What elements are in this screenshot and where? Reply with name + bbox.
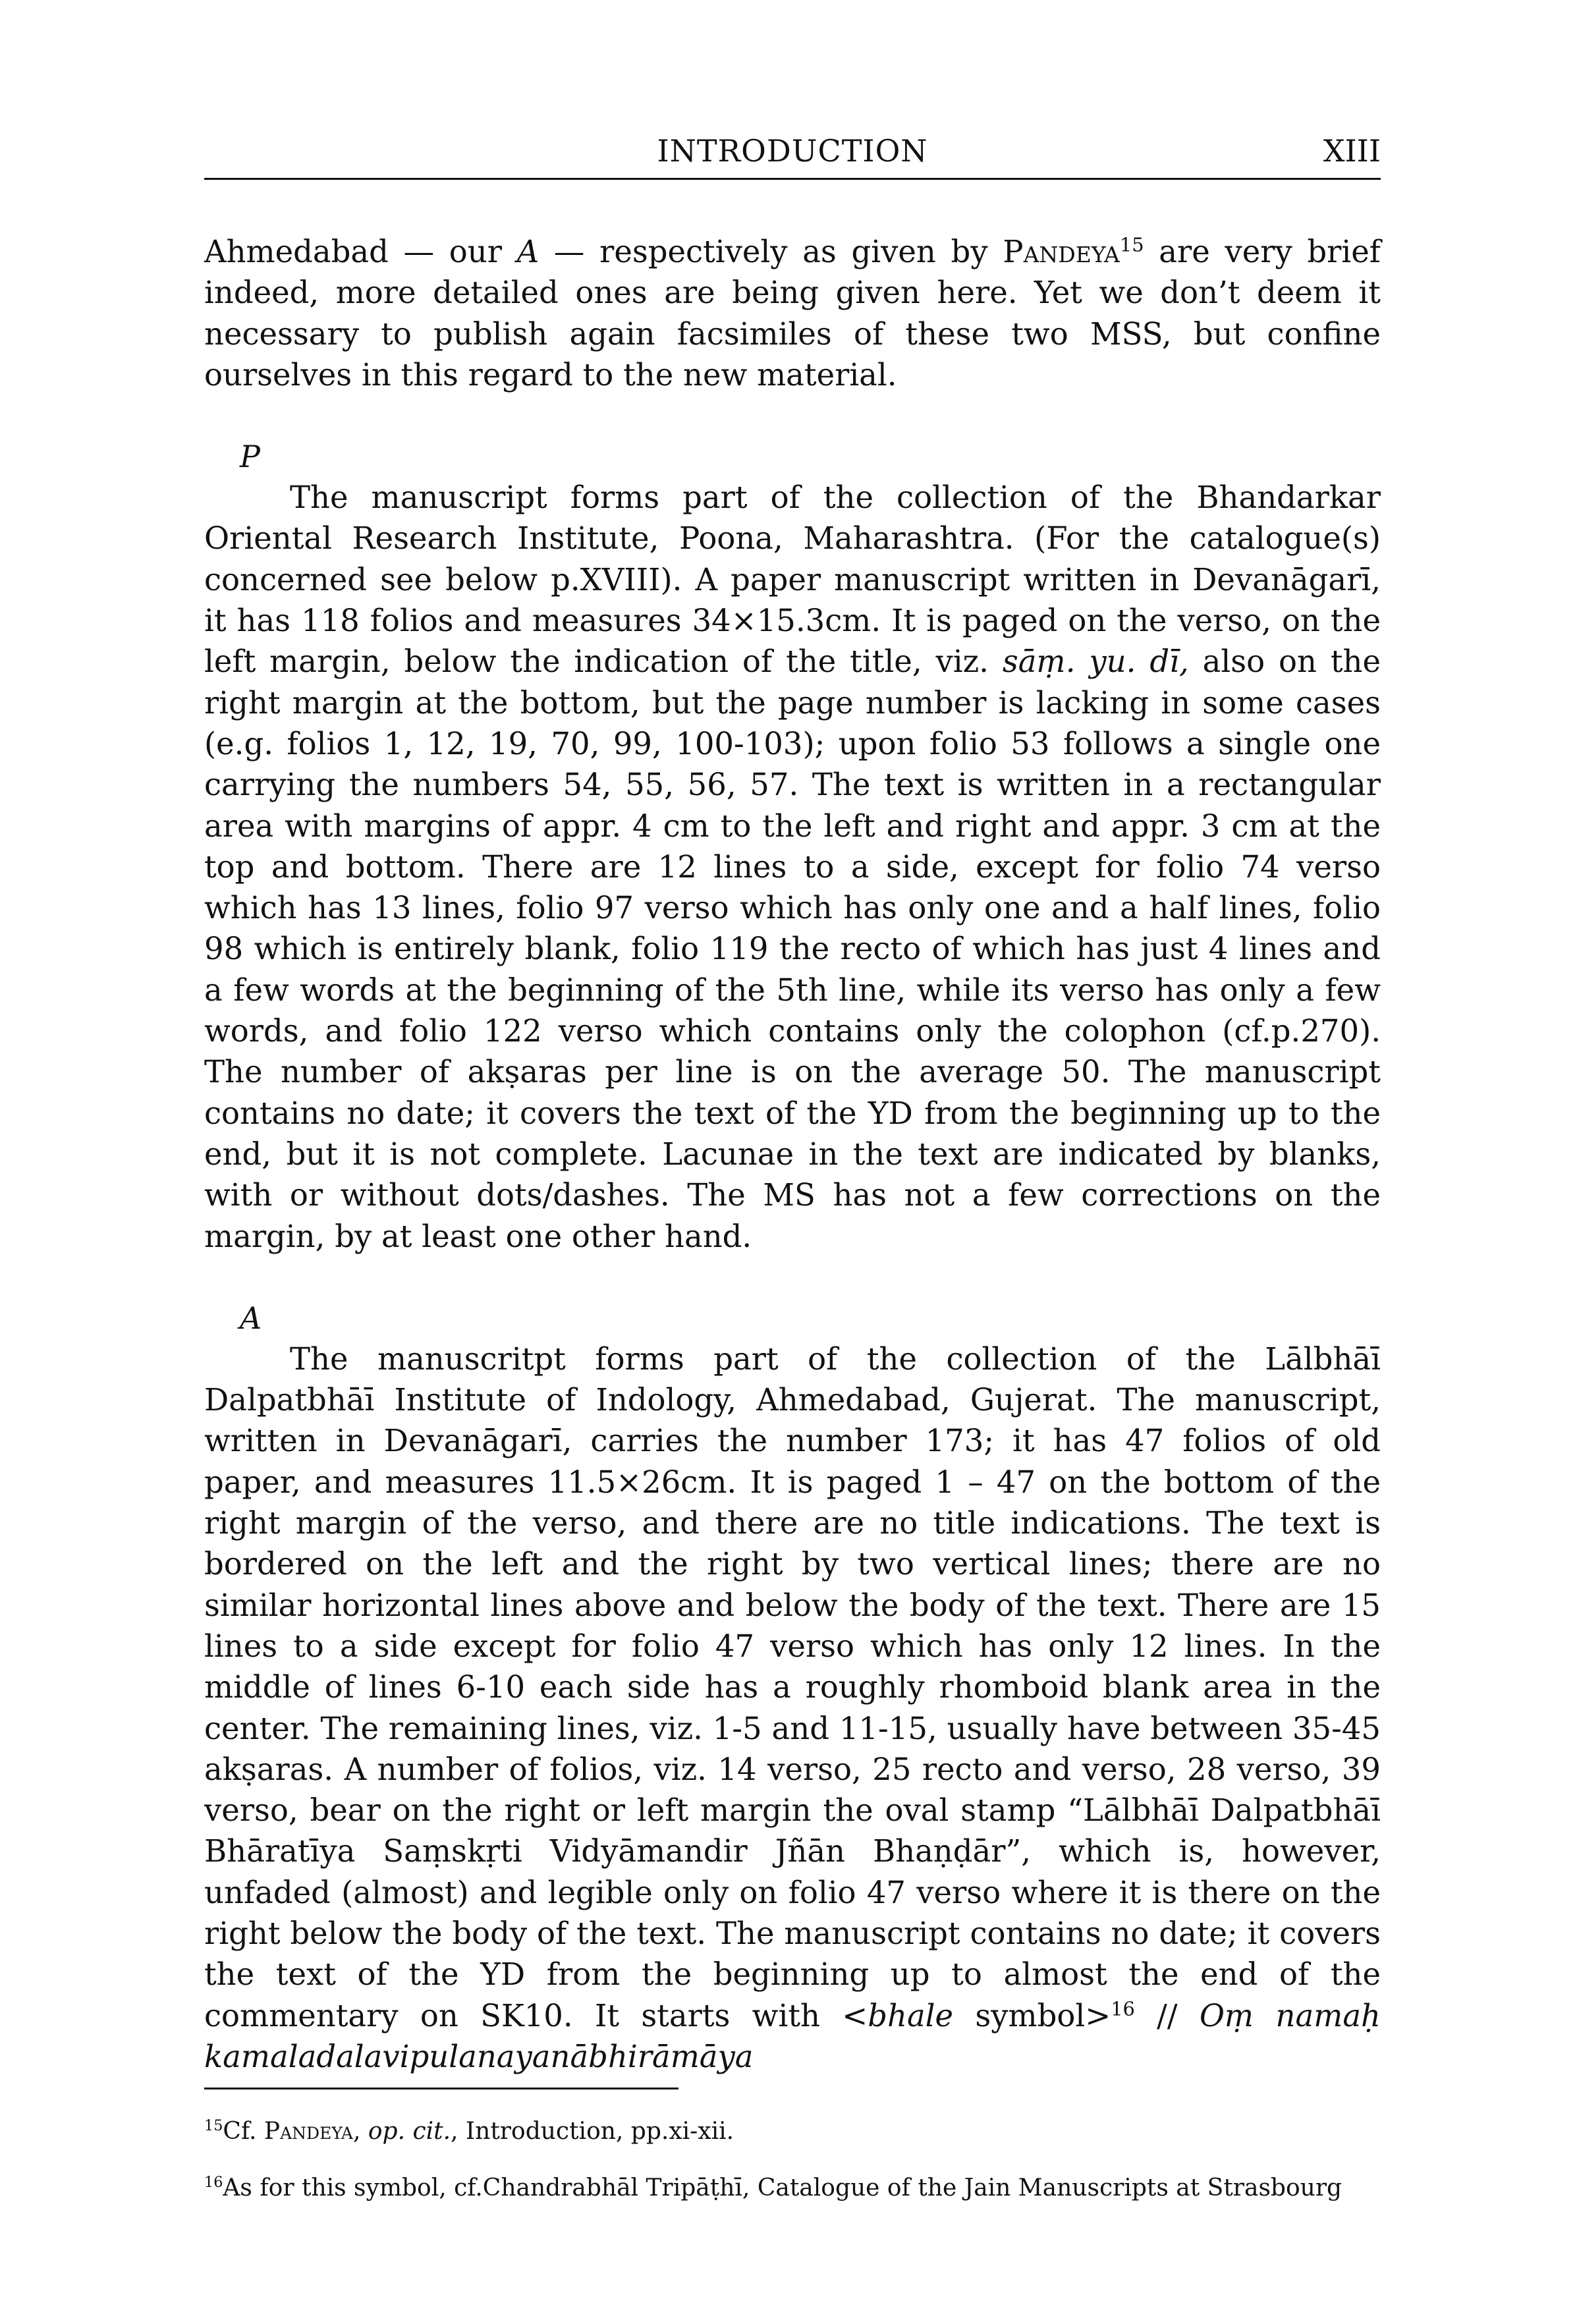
text-run: , — [352, 2118, 368, 2145]
text-run: symbol> — [953, 1997, 1111, 2034]
footnote-16 — [204, 2172, 1381, 2204]
author-name: Pandeya — [263, 2118, 353, 2145]
author-name: Pandeya — [1003, 234, 1120, 269]
footnote-rule — [204, 2088, 678, 2089]
footnotes — [204, 2116, 1381, 2204]
text-run: As for this symbol, cf.Chandrabhāl Tripāṭhī, Catalogue of the Jain Manuscripts at Strasbourg — [223, 2174, 1342, 2202]
text-run: are very brief indeed, more detailed ones are being given here. Yet we don’t deem it necessary to publish again facsimiles of these two MSS, but confine ourselves in this regard to the new material. — [204, 234, 1381, 393]
siglum-inline: A — [516, 234, 540, 269]
incipit-text: Oṃ namaḥ kamaladalavipulanayanābhirāmāya — [204, 1997, 1381, 2074]
title-abbreviation: sāṃ. yu. dī, — [1002, 644, 1189, 680]
text-run: — respectively as given by — [539, 234, 1003, 269]
footnote-ref-16: 16 — [1111, 1997, 1135, 2020]
footnote-number: 16 — [204, 2174, 223, 2192]
page — [204, 125, 1381, 2233]
paragraph-manuscript-a — [204, 1339, 1381, 2077]
citation-abbreviation: op. cit. — [368, 2118, 451, 2145]
text-run: The manuscript forms part of the collection of the Bhandarkar Oriental Research Institute, Poona, Maharashtra. (For the catalogue(s) concerned see below p.XVIII). A paper manuscript written in Devanāgarī, it has 118 folios and measures 34×15.3cm. It is paged on the verso, on the left margin, below the indication of the title, viz. — [204, 480, 1381, 680]
body-text — [204, 231, 1381, 2077]
running-header — [204, 125, 1381, 180]
text-run: , Introduction, pp.xi-xii. — [451, 2118, 734, 2145]
text-run: // — [1134, 1997, 1200, 2034]
section-siglum-p: P — [240, 439, 260, 475]
footnote-15 — [204, 2116, 1381, 2147]
paragraph-continuation — [204, 231, 1381, 395]
footnote-ref-15: 15 — [1119, 233, 1144, 256]
text-run: Ahmedabad — our — [204, 234, 517, 269]
paragraph-manuscript-p — [204, 477, 1381, 1257]
text-run: also on the right margin at the bottom, but the page number is lacking in some cases (e.g. folios 1, 12, 19, 70, 99, 100-103); upon folio 53 follows a single one carrying the numbers 54, 55, 56, 57. The text is written in a rectangular area with margins of appr. 4 cm to the left and right and appr. 3 cm at the top and bottom. There are 12 lines to a side, except for folio 74 verso which has 13 lines, folio 97 verso which has only one and a half lines, folio 98 which is entirely blank, folio 119 the recto of which has just 4 lines and a few words at the beginning of the 5th line, while its verso has only a few words, and folio 122 verso which contains only the colophon (cf.p.270). The number of akṣaras per line is on the average 50. The manuscript contains no date; it covers the text of the YD from the beginning up to the end, but it is not complete. Lacunae in the text are indicated by blanks, with or without dots/dashes. The MS has not a few corrections on the margin, by at least one other hand. — [204, 644, 1381, 1254]
footnote-number: 15 — [204, 2117, 223, 2135]
section-siglum-a: A — [240, 1300, 262, 1336]
symbol-name: bhale — [868, 1997, 954, 2034]
running-title: INTRODUCTION — [657, 133, 928, 169]
text-run: Cf. — [223, 2118, 264, 2145]
text-run: The manuscritpt forms part of the collection of the Lālbhāī Dalpatbhāī Institute of Indology, Ahmedabad, Gujerat. The manuscript, written in Devanāgarī, carries the number 173; it has 47 folios of old paper, and measures 11.5×26cm. It is paged 1 – 47 on the bottom of the right margin of the verso, and there are no title indications. The text is bordered on the left and the right by two vertical lines; there are no similar horizontal lines above and below the body of the text. There are 15 lines to a side except for folio 47 verso which has only 12 lines. In the middle of lines 6-10 each side has a roughly rhomboid blank area in the center. The remaining lines, viz. 1-5 and 11-15, usually have between 35-45 akṣaras. A number of folios, viz. 14 verso, 25 recto and verso, 28 verso, 39 verso, bear on the right or left margin the oval stamp “Lālbhāī Dalpatbhāī Bhāratīya Saṃskṛti Vidyāmandir Jñān Bhaṇḍār”, which is, however, unfaded (almost) and legible only on folio 47 verso where it is there on the right below the body of the text. The manuscript contains no date; it covers the text of the YD from the beginning up to almost the end of the commentary on SK10. It starts with < — [204, 1341, 1381, 2034]
page-number: XIII — [1323, 133, 1381, 169]
